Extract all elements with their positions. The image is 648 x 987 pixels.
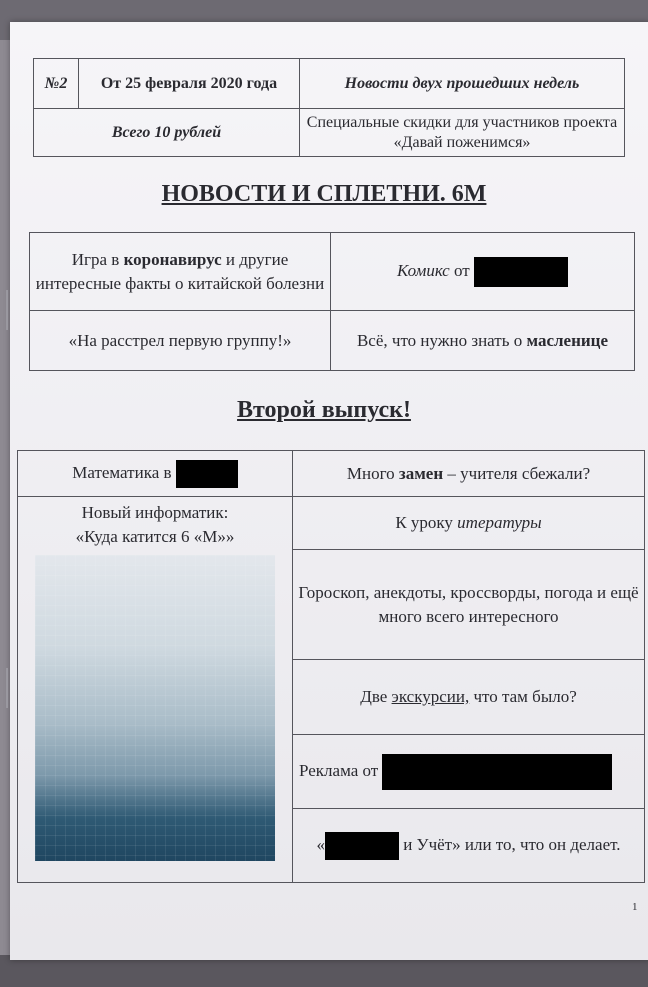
redaction-bar [325, 832, 399, 860]
redaction-bar [176, 460, 238, 488]
underlined-text: экскурсии, [391, 687, 470, 706]
page-number: 1 [632, 901, 638, 913]
comic-label: Комикс [397, 260, 450, 280]
account-cell [293, 809, 645, 883]
comic-cell [331, 233, 635, 311]
bold-text: масленице [526, 330, 609, 350]
informatics-cell [18, 497, 293, 883]
shooting-cell: «На расстрел первую группу!» [30, 311, 331, 371]
advertising-cell [293, 735, 645, 809]
text: Реклама от [299, 760, 383, 780]
text: и другие интересные факты о китайской болезни [35, 249, 325, 293]
maslenitsa-cell [331, 311, 635, 371]
text: « [316, 834, 325, 854]
news-table [29, 232, 635, 371]
redaction-bar [382, 754, 612, 790]
redaction-bar [474, 257, 568, 287]
text: Математика в [72, 462, 176, 482]
price: Всего 10 рублей [34, 109, 300, 157]
text: что там было? [469, 687, 577, 706]
informatics-quote: «Куда катится 6 «М»» [75, 527, 235, 546]
math-cell [18, 451, 293, 497]
coronavirus-game-cell [30, 233, 331, 311]
issue-contents-table [17, 450, 645, 883]
bold-text: коронавирус [123, 249, 222, 269]
issue-date: От 25 февраля 2020 года [79, 59, 300, 109]
italic-text: итературы [457, 513, 542, 532]
informatics-heading: Новый информатик: [81, 503, 229, 522]
text: Всё, что нужно знать о [356, 330, 527, 350]
text: Две [360, 687, 392, 706]
text: Много [346, 463, 399, 483]
text: и Учёт» или то, что он делает. [398, 834, 621, 854]
excursion-cell [293, 660, 645, 735]
masthead-table [33, 58, 625, 157]
binder-hole-mark [6, 290, 8, 330]
section-subtitle: Второй выпуск! [237, 397, 411, 423]
text: от [449, 260, 474, 280]
substitutions-cell [293, 451, 645, 497]
discount-note: Специальные скидки для участников проекта «Давай поженимся» [300, 109, 625, 157]
text: Игра в [71, 249, 124, 269]
issue-number: №2 [34, 59, 79, 109]
pixelated-photo [35, 555, 275, 861]
horoscope-cell: Гороскоп, анекдоты, кроссворды, погода и ещё много всего интересного [293, 550, 645, 660]
literature-cell [293, 497, 645, 550]
tagline: Новости двух прошедших недель [300, 59, 625, 109]
text: К уроку [395, 513, 458, 532]
page-title: НОВОСТИ И СПЛЕТНИ. 6М [161, 181, 487, 207]
bold-text: замен [398, 463, 444, 483]
binder-hole-mark [6, 668, 8, 708]
text: – учителя сбежали? [443, 463, 591, 483]
